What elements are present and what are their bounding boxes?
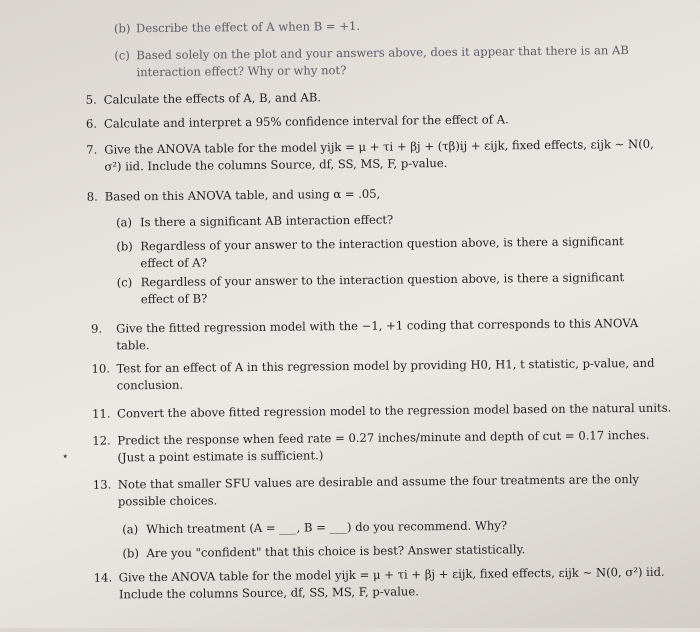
- question-8: [87, 183, 647, 206]
- question-11: [92, 400, 672, 423]
- item-label: 5.: [85, 92, 97, 107]
- item-text: Calculate the effects of A, B, and AB.: [103, 90, 322, 107]
- item-label: 7.: [86, 142, 98, 157]
- item-text: Test for an effect of A in this regression model by providing H0, H1, t statistic, p-value, and conclusion.: [116, 355, 655, 393]
- item-text: Calculate and interpret a 95% confidence interval for the effect of A.: [103, 112, 509, 131]
- question-14: [94, 564, 674, 604]
- question-10: [91, 355, 656, 395]
- item-text: Give the ANOVA table for the model yijk = μ + τi + βj + (τβ)ij + εijk, fixed effects, εijk ~ N(0, σ²) iid. Include the columns Source, df, SS, MS, F, p-value.: [104, 136, 654, 174]
- item-text: Note that smaller SFU values are desirable and assume the four treatments are the only possible choices.: [117, 471, 640, 509]
- item-label: (c): [116, 275, 133, 290]
- item-label: 10.: [91, 361, 111, 376]
- item-label: 13.: [92, 477, 112, 492]
- question-7: [86, 136, 666, 176]
- question-6: [86, 110, 646, 133]
- question-13: [93, 471, 673, 511]
- question-8b: [116, 233, 656, 273]
- item-text: Based solely on the plot and your answers above, does it appear that there is an AB interaction effect? Why or why not?: [136, 43, 629, 80]
- question-8c: [117, 269, 657, 309]
- item-text: Which treatment (A = ___, B = ___) do you recommend. Why?: [146, 518, 508, 537]
- item-label: (b): [122, 546, 140, 561]
- question-8a: [116, 209, 656, 232]
- question-5: [86, 86, 646, 109]
- item-label: (b): [116, 239, 133, 254]
- item-text: Are you "confident" that this choice is best? Answer statistically.: [146, 542, 526, 561]
- item-text: Give the fitted regression model with the −1, +1 coding that corresponds to this ANOVA table.: [116, 315, 639, 353]
- item-text: Describe the effect of A when B = +1.: [135, 18, 361, 36]
- item-label: 14.: [93, 570, 113, 585]
- item-label: (c): [114, 48, 130, 63]
- question-9: [91, 315, 656, 355]
- question-prev-c: [114, 42, 644, 82]
- item-text: Convert the above fitted regression model to the regression model based on the natural units.: [116, 400, 672, 421]
- item-label: (a): [122, 522, 139, 537]
- question-prev-b: [114, 15, 654, 38]
- item-label: 9.: [91, 321, 103, 336]
- item-text: Regardless of your answer to the interaction question above, is there a significant effect of A?: [140, 234, 624, 271]
- question-13b: [122, 540, 662, 563]
- item-text: Predict the response when feed rate = 0.27 inches/minute and depth of cut = 0.17 inches. (Just a point estimate is sufficient.): [117, 427, 650, 465]
- item-label: 8.: [86, 189, 98, 204]
- item-label: 6.: [85, 116, 98, 131]
- question-13a: [122, 516, 662, 539]
- item-label: 12.: [92, 433, 111, 448]
- item-label: (b): [113, 21, 131, 36]
- question-12: [92, 427, 672, 467]
- item-label: 11.: [91, 406, 111, 421]
- item-text: Regardless of your answer to the interaction question above, is there a significant effect of B?: [140, 270, 625, 307]
- item-label: (a): [115, 215, 133, 230]
- item-text: Based on this ANOVA table, and using α = .05,: [104, 186, 381, 204]
- margin-star-mark: ⋆: [61, 448, 70, 464]
- item-text: Is there a significant AB interaction effect?: [139, 212, 394, 230]
- item-text: Give the ANOVA table for the model yijk = μ + τi + βj + εijk, fixed effects, εijk ~ N(0, σ²) iid. Include the columns Source, df, SS, MS, F, p-value.: [118, 564, 665, 602]
